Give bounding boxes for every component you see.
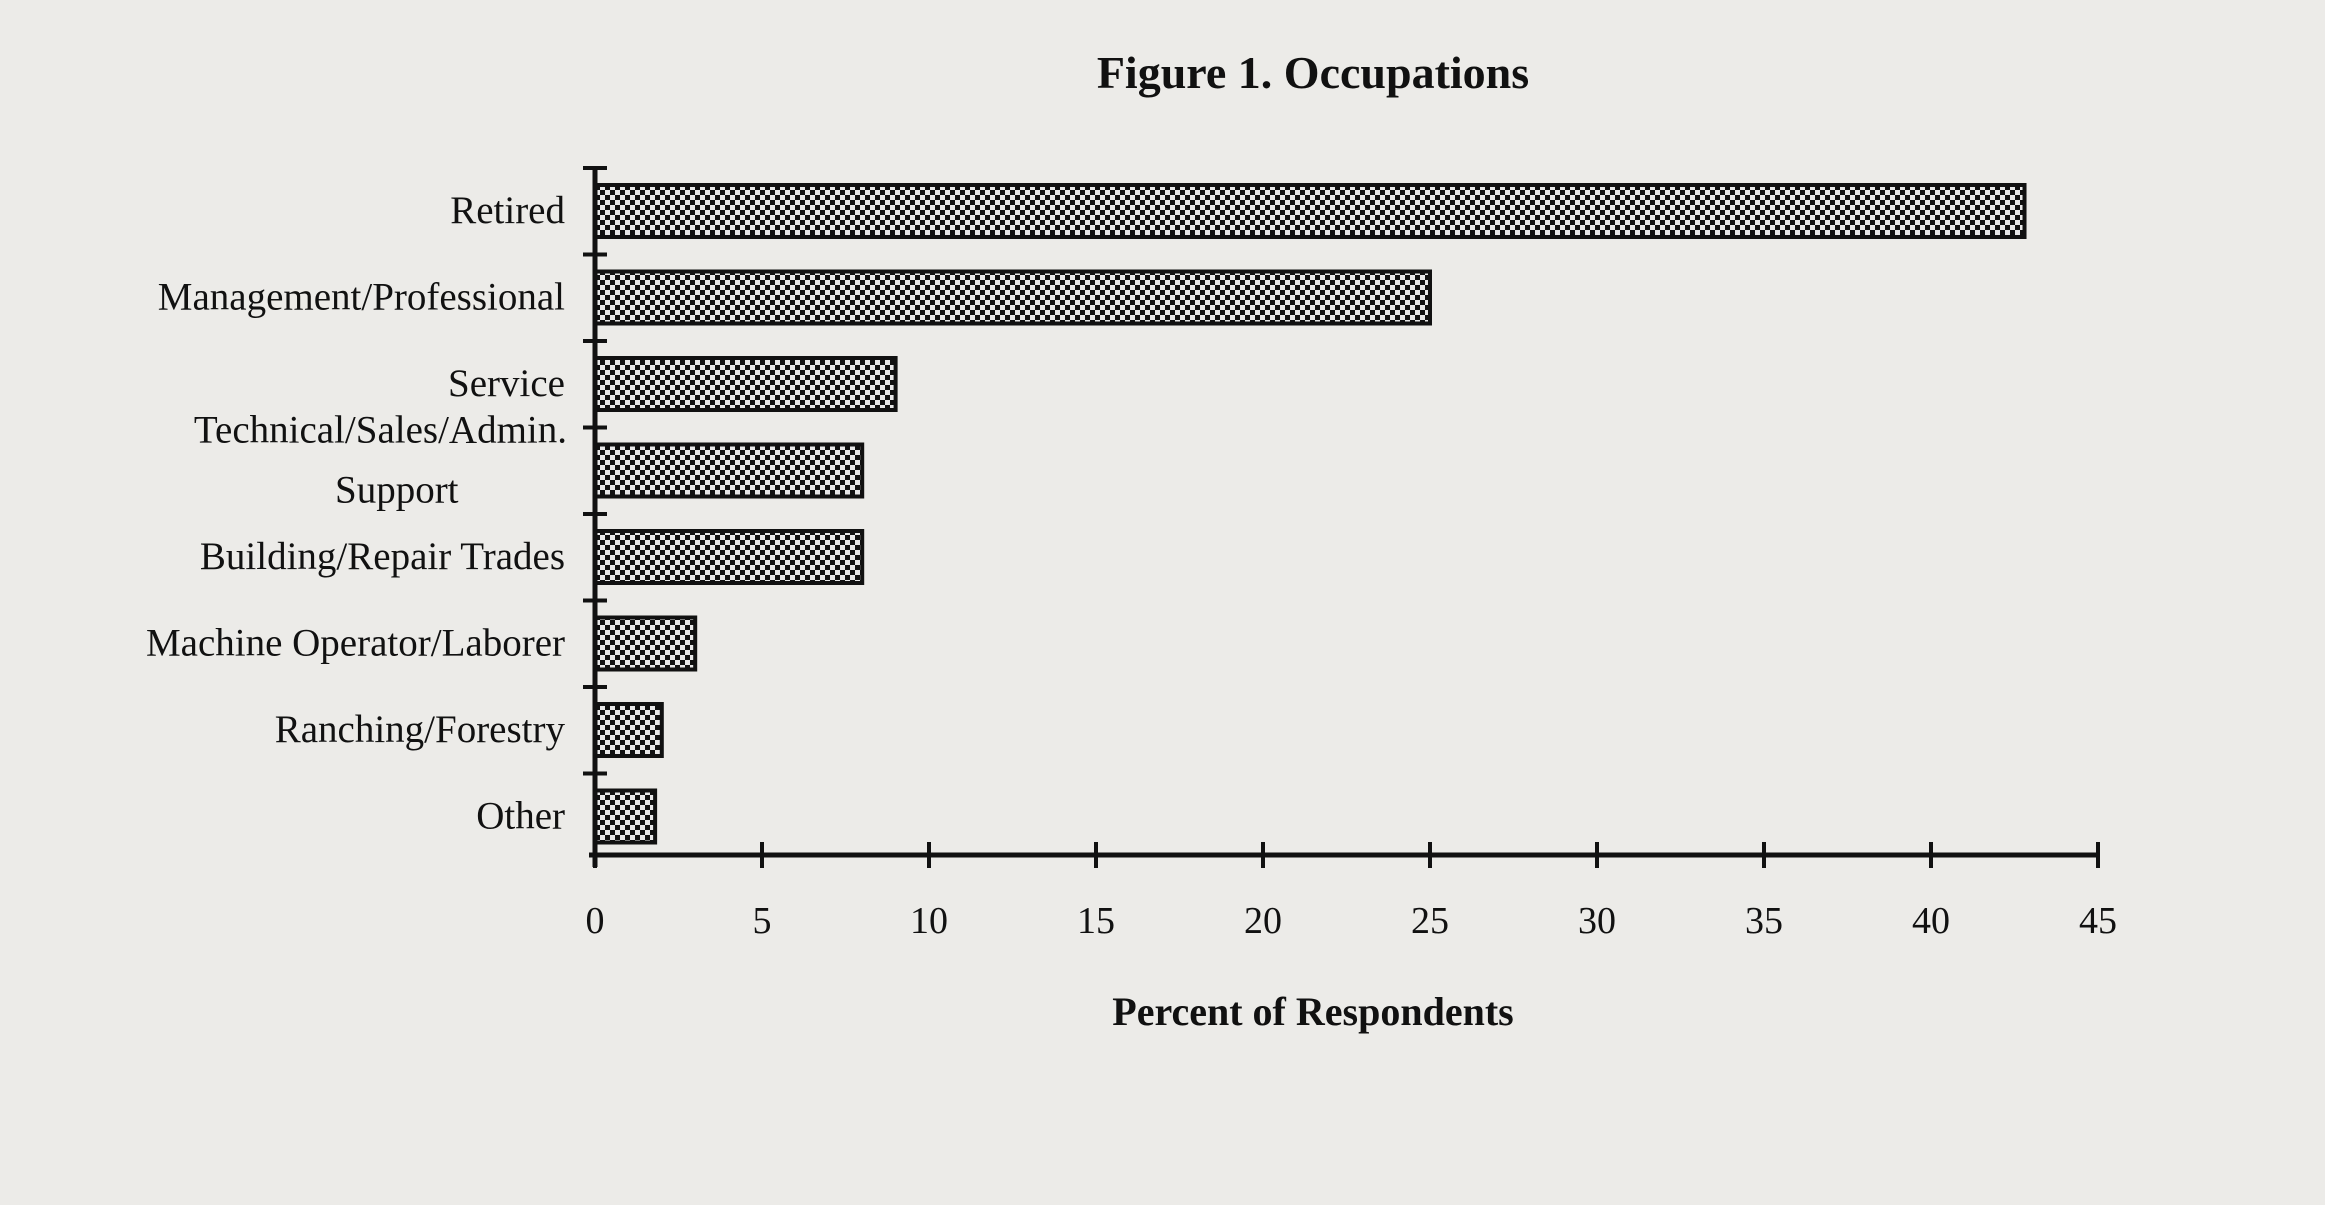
bar-3 <box>595 445 862 497</box>
bar-1 <box>595 272 1430 324</box>
category-label-7: Other <box>476 794 565 838</box>
x-tick-label-8: 40 <box>1912 900 1950 942</box>
bar-5 <box>595 618 695 670</box>
bars-group <box>595 185 2025 843</box>
bar-7 <box>595 791 655 843</box>
x-tick-label-3: 15 <box>1077 900 1115 942</box>
bar-4 <box>595 531 862 583</box>
x-tick-label-5: 25 <box>1411 900 1449 942</box>
category-label-4: Building/Repair Trades <box>199 535 565 578</box>
x-tick-label-2: 10 <box>910 900 948 942</box>
bar-0 <box>595 185 2025 237</box>
x-tick-label-6: 30 <box>1578 900 1616 942</box>
x-axis-title: Percent of Respondents <box>1112 989 1514 1034</box>
bar-2 <box>595 358 896 410</box>
category-label-3-line-2: Support <box>335 468 459 512</box>
category-label-5: Machine Operator/Laborer <box>145 621 565 665</box>
x-tick-label-4: 20 <box>1244 900 1282 942</box>
category-label-2: Service <box>448 362 565 405</box>
category-label-1: Management/Professional <box>157 275 565 319</box>
chart-title: Figure 1. Occupations <box>1096 47 1530 98</box>
bar-6 <box>595 704 662 756</box>
labels-group <box>146 189 567 838</box>
category-label-6: Ranching/Forestry <box>274 708 565 751</box>
x-tick-label-7: 35 <box>1745 900 1783 942</box>
x-tick-label-0: 0 <box>585 900 605 942</box>
x-tick-label-9: 45 <box>2079 900 2117 942</box>
category-label-3-line-1: Technical/Sales/Admin. <box>193 408 567 452</box>
x-tick-label-1: 5 <box>752 900 772 942</box>
category-label-0: Retired <box>450 189 565 232</box>
